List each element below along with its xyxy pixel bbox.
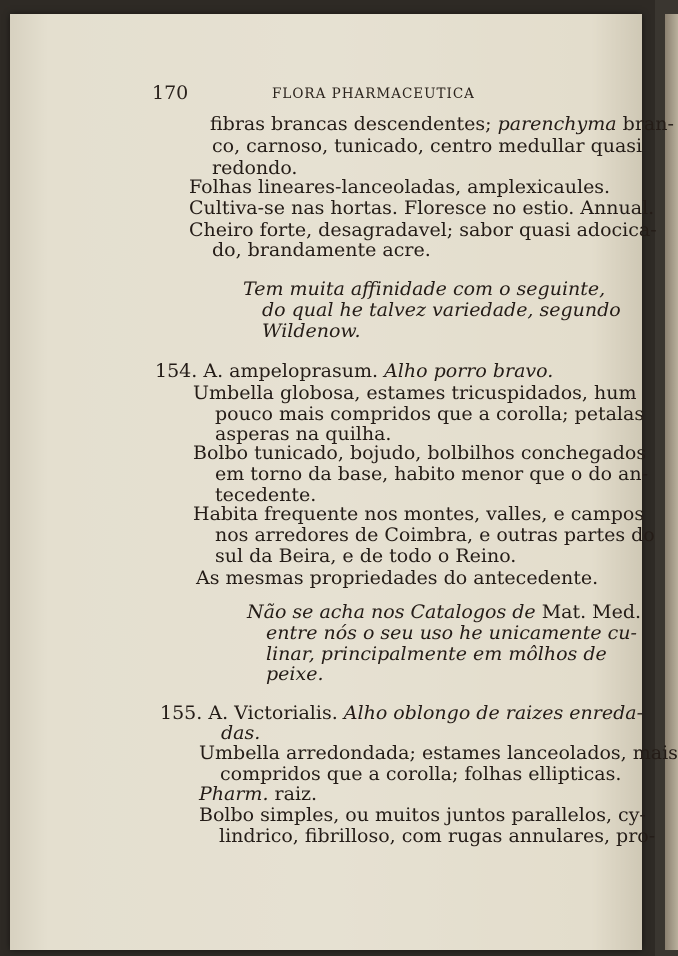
text-line bbox=[199, 784, 317, 806]
common-name: Alho oblongo de raizes enreda- bbox=[343, 702, 644, 724]
note-line bbox=[247, 602, 641, 624]
note-abbrev: Mat. Med. bbox=[541, 601, 642, 623]
text-line: pouco mais compridos que a corolla; petalas bbox=[215, 403, 645, 425]
entry-number-name: 154. A. ampeloprasum. bbox=[155, 360, 385, 382]
text-line: das. bbox=[221, 722, 261, 744]
text-line: Cheiro forte, desagradavel; sabor quasi adocica- bbox=[189, 219, 657, 241]
note-line: linar, principalmente em môlhos de bbox=[266, 643, 607, 665]
text-line: redondo. bbox=[212, 157, 298, 179]
text-line: lindrico, fibrilloso, com rugas annulares, pro- bbox=[219, 825, 656, 847]
note-line: Tem muita affinidade com o seguinte, bbox=[243, 278, 606, 300]
note-line: Wildenow. bbox=[262, 320, 361, 342]
text-line: Bolbo tunicado, bojudo, bolbilhos conchegados bbox=[193, 442, 647, 464]
italic-term: parenchyma bbox=[497, 113, 617, 135]
common-name: Alho porro bravo. bbox=[384, 360, 554, 382]
running-head: FLORA PHARMACEUTICA bbox=[272, 86, 475, 102]
text-line: Umbella arredondada; estames lanceolados, mais bbox=[199, 742, 678, 764]
page-header bbox=[0, 78, 655, 106]
text-line: do, brandamente acre. bbox=[212, 239, 431, 261]
line-text: raiz. bbox=[268, 783, 318, 805]
entry-number-name: 155. A. Victorialis. bbox=[160, 702, 344, 724]
note-line: entre nós o seu uso he unicamente cu- bbox=[266, 622, 637, 644]
text-line: compridos que a corolla; folhas ellipticas. bbox=[220, 763, 622, 785]
entry-heading-154 bbox=[155, 361, 553, 383]
note-line: peixe. bbox=[266, 663, 324, 685]
note-line: do qual he talvez variedade, segundo bbox=[262, 299, 621, 321]
text-line: asperas na quilha. bbox=[215, 423, 392, 445]
text-line: Folhas lineares-lanceoladas, amplexicaules. bbox=[189, 176, 611, 198]
text-line: nos arredores de Coimbra, e outras partes do bbox=[215, 524, 655, 546]
note-text: Não se acha nos Catalogos de bbox=[247, 601, 542, 623]
text-line: tecedente. bbox=[215, 484, 317, 506]
text-line: co, carnoso, tunicado, centro medullar quasi bbox=[212, 135, 643, 157]
page-number: 170 bbox=[152, 82, 189, 104]
text-line: Bolbo simples, ou muitos juntos parallelos, cy- bbox=[199, 804, 646, 826]
pharm-label: Pharm. bbox=[199, 783, 269, 805]
page-edge bbox=[665, 14, 678, 950]
line-text: bran- bbox=[616, 113, 674, 135]
text-line: em torno da base, habito menor que o do an- bbox=[215, 463, 649, 485]
text-line: sul da Beira, e de todo o Reino. bbox=[215, 545, 517, 567]
text-line: Umbella globosa, estames tricuspidados, hum bbox=[193, 382, 637, 404]
line-text: fibras brancas descendentes; bbox=[210, 113, 498, 135]
text-line: Habita frequente nos montes, valles, e campos bbox=[193, 503, 645, 525]
text-line: Cultiva-se nas hortas. Floresce no estio. Annual. bbox=[189, 197, 655, 219]
text-line: As mesmas propriedades do antecedente. bbox=[196, 567, 599, 589]
text-line bbox=[210, 114, 674, 136]
